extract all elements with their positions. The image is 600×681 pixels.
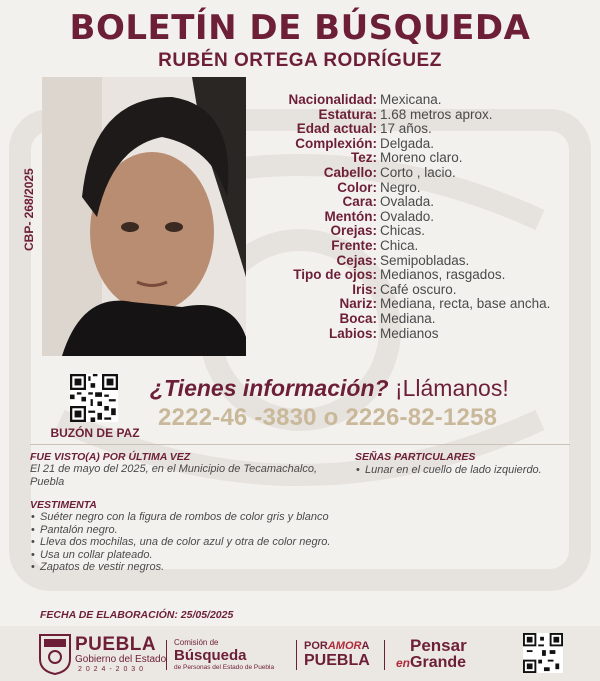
footer-grande: Grande <box>410 654 467 671</box>
contact-question <box>150 374 590 402</box>
clothing-title: VESTIMENTA <box>30 499 97 511</box>
detail-row <box>254 297 594 312</box>
divider <box>30 444 570 445</box>
puebla-crest-icon <box>38 633 72 675</box>
list-item: • Lleva dos mochilas, una de color azul y otra de color negro. <box>30 536 340 549</box>
detail-row <box>254 151 594 166</box>
detail-value: Moreno claro. <box>380 150 463 166</box>
detail-label: Cara: <box>342 194 377 210</box>
detail-label: Cejas: <box>336 252 377 268</box>
detail-label: Labios: <box>328 325 377 341</box>
missing-person-name: RUBÉN ORTEGA RODRÍGUEZ <box>158 50 442 71</box>
detail-label: Boca: <box>339 310 377 326</box>
footer-en: en <box>396 656 411 670</box>
detail-value: Chica. <box>380 237 419 253</box>
detail-label: Iris: <box>352 281 377 297</box>
detail-row <box>254 268 594 283</box>
footer-a: A <box>361 640 370 652</box>
detail-label: Nariz: <box>339 296 377 312</box>
footer <box>0 626 600 681</box>
detail-value: Medianos <box>380 325 439 341</box>
detail-value: Ovalada. <box>380 194 435 210</box>
detail-value: Mexicana. <box>380 92 442 107</box>
footer-separator <box>296 640 297 670</box>
detail-value: 17 años. <box>380 121 432 137</box>
detail-value: Corto , lacio. <box>380 164 456 180</box>
detail-value: Negro. <box>380 179 421 195</box>
detail-row <box>254 210 594 225</box>
footer-pensar: Pensar <box>410 636 467 655</box>
physical-details <box>254 93 594 341</box>
detail-row <box>254 122 594 137</box>
qr-code-icon[interactable] <box>70 374 118 422</box>
buzon-de-paz-label: BUZÓN DE PAZ <box>50 426 140 440</box>
page-title: BOLETÍN DE BÚSQUEDA <box>69 8 531 48</box>
detail-label: Estatura: <box>318 106 377 122</box>
clothing-section <box>30 499 340 574</box>
footer-busqueda: Búsqueda <box>174 647 247 664</box>
phone-numbers[interactable]: 2222-46 -3830 o 2226-82-1258 <box>158 404 498 431</box>
detail-value: Mediana. <box>380 310 436 326</box>
footer-puebla: PUEBLA <box>75 634 157 655</box>
detail-label: Edad actual: <box>296 121 377 137</box>
footer-amor: AMOR <box>327 640 362 652</box>
list-item: • Zapatos de vestir negros. <box>30 561 340 574</box>
detail-label: Complexión: <box>295 135 377 151</box>
footer-en-grande <box>396 654 466 672</box>
detail-row <box>254 312 594 327</box>
detail-value: 1.68 metros aprox. <box>380 106 493 122</box>
list-item: • Usa un collar plateado. <box>30 549 340 562</box>
detail-label: Mentón: <box>324 208 377 224</box>
detail-value: Delgada. <box>380 135 435 151</box>
detail-value: Chicas. <box>380 223 426 239</box>
detail-row <box>254 93 594 108</box>
footer-qr-code-icon[interactable] <box>523 633 563 673</box>
footer-gobierno: Gobierno del Estado <box>75 654 167 665</box>
detail-row <box>254 166 594 181</box>
last-seen-title: FUE VISTO(A) POR ÚLTIMA VEZ <box>30 451 191 463</box>
detail-value: Medianos, rasgados. <box>380 267 506 283</box>
particular-signs-section <box>355 451 595 477</box>
footer-years: 2 0 2 4 - 2 0 3 0 <box>78 666 145 673</box>
case-id: CBP- 268/2025 <box>22 168 36 252</box>
missing-person-photo <box>42 77 246 356</box>
footer-por: POR <box>304 640 328 652</box>
detail-label: Tipo de ojos: <box>293 267 377 283</box>
particular-signs-title: SEÑAS PARTICULARES <box>355 451 476 463</box>
detail-label: Nacionalidad: <box>288 92 377 107</box>
detail-value: Mediana, recta, base ancha. <box>380 296 551 312</box>
detail-label: Cabello: <box>323 164 377 180</box>
footer-separator <box>166 640 167 670</box>
question-text: ¿Tienes información? <box>150 375 389 401</box>
creation-date: FECHA DE ELABORACIÓN: 25/05/2025 <box>40 609 234 621</box>
detail-row <box>254 224 594 239</box>
list-item: • Suéter negro con la figura de rombos de color gris y blanco <box>30 511 340 524</box>
detail-label: Orejas: <box>330 223 377 239</box>
last-seen-section <box>30 451 330 489</box>
footer-busqueda-sub: de Personas del Estado de Puebla <box>174 664 275 671</box>
list-item: • Pantalón negro. <box>30 524 340 537</box>
footer-separator <box>384 640 385 670</box>
detail-row <box>254 181 594 196</box>
detail-row <box>254 283 594 298</box>
detail-value: Semipobladas. <box>380 252 470 268</box>
detail-row <box>254 108 594 123</box>
detail-value: Café oscuro. <box>380 281 457 297</box>
detail-label: Color: <box>337 179 377 195</box>
detail-row <box>254 195 594 210</box>
detail-row <box>254 137 594 152</box>
detail-label: Frente: <box>331 237 377 253</box>
detail-row <box>254 239 594 254</box>
footer-por-amor <box>304 640 369 652</box>
footer-puebla2: PUEBLA <box>304 652 370 669</box>
detail-row <box>254 327 594 342</box>
detail-value: Ovalado. <box>380 208 435 224</box>
detail-row <box>254 254 594 269</box>
detail-label: Tez: <box>351 150 377 166</box>
list-item: • Lunar en el cuello de lado izquierdo. <box>355 464 595 477</box>
header <box>0 6 600 72</box>
last-seen-text: El 21 de mayo del 2025, en el Municipio de Tecamachalco, Puebla <box>30 463 317 488</box>
footer-comision: Comisión de <box>174 638 219 647</box>
call-text: ¡Llámanos! <box>394 375 509 401</box>
